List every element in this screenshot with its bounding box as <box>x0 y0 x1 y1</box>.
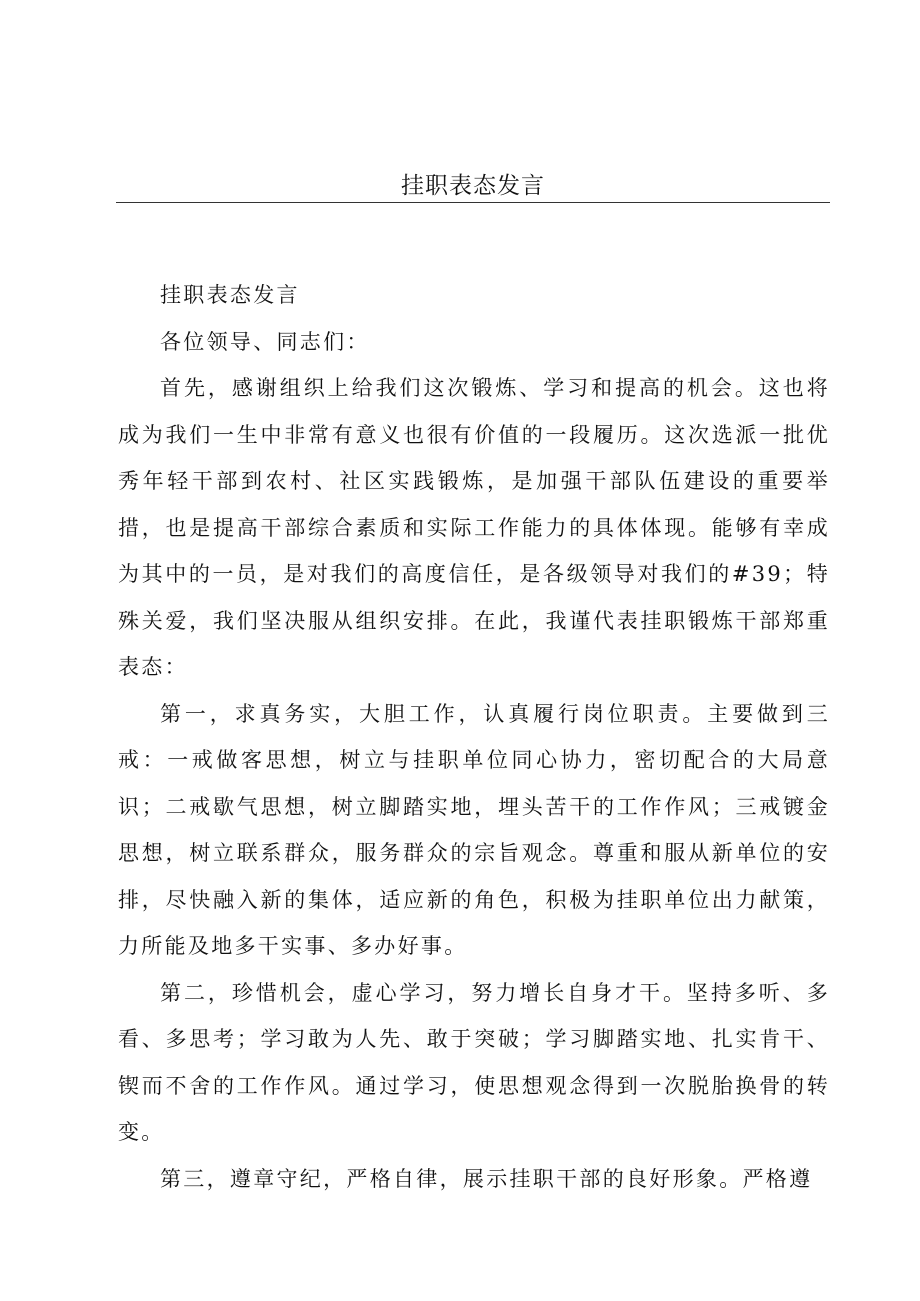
salutation: 各位领导、同志们： <box>160 329 370 354</box>
header-divider <box>116 202 830 203</box>
paragraph-intro: 首先，感谢组织上给我们这次锻炼、学习和提高的机会。这也将成为我们一生中非常有意义也很有价值的一段履历。这次选派一批优秀年轻干部到农村、社区实践锻炼，是加强干部队伍建设的重要举措，也是提高干部综合素质和实际工作能力的具体体现。能够有幸成为其中的一员，是对我们的高度信任，是各级领导对我们的#39；特殊关爱，我们坚决服从组织安排。在此，我谨代表挂职锻炼干部郑重表态： <box>118 376 830 679</box>
paragraph-point-3: 第三，遵章守纪，严格自律，展示挂职干部的良好形象。严格遵 <box>160 1166 813 1191</box>
paragraph-point-1: 第一，求真务实，大胆工作，认真履行岗位职责。主要做到三戒：一戒做客思想，树立与挂职单位同心协力，密切配合的大局意识；二戒歇气思想，树立脚踏实地，埋头苦干的工作作风；三戒镀金思想，树立联系群众，服务群众的宗旨观念。尊重和服从新单位的安排，尽快融入新的集体，适应新的角色，积极为挂职单位出力献策，力所能及地多干实事、多办好事。 <box>118 701 830 958</box>
paragraph-point-2: 第二，珍惜机会，虚心学习，努力增长自身才干。坚持多听、多看、多思考；学习敢为人先、敢于突破；学习脚踏实地、扎实肯干、锲而不舍的工作作风。通过学习，使思想观念得到一次脱胎换骨的转变。 <box>118 980 830 1144</box>
document-body <box>118 272 830 1202</box>
doc-heading: 挂职表态发言 <box>160 283 300 307</box>
page-header-title: 挂职表态发言 <box>401 173 545 199</box>
